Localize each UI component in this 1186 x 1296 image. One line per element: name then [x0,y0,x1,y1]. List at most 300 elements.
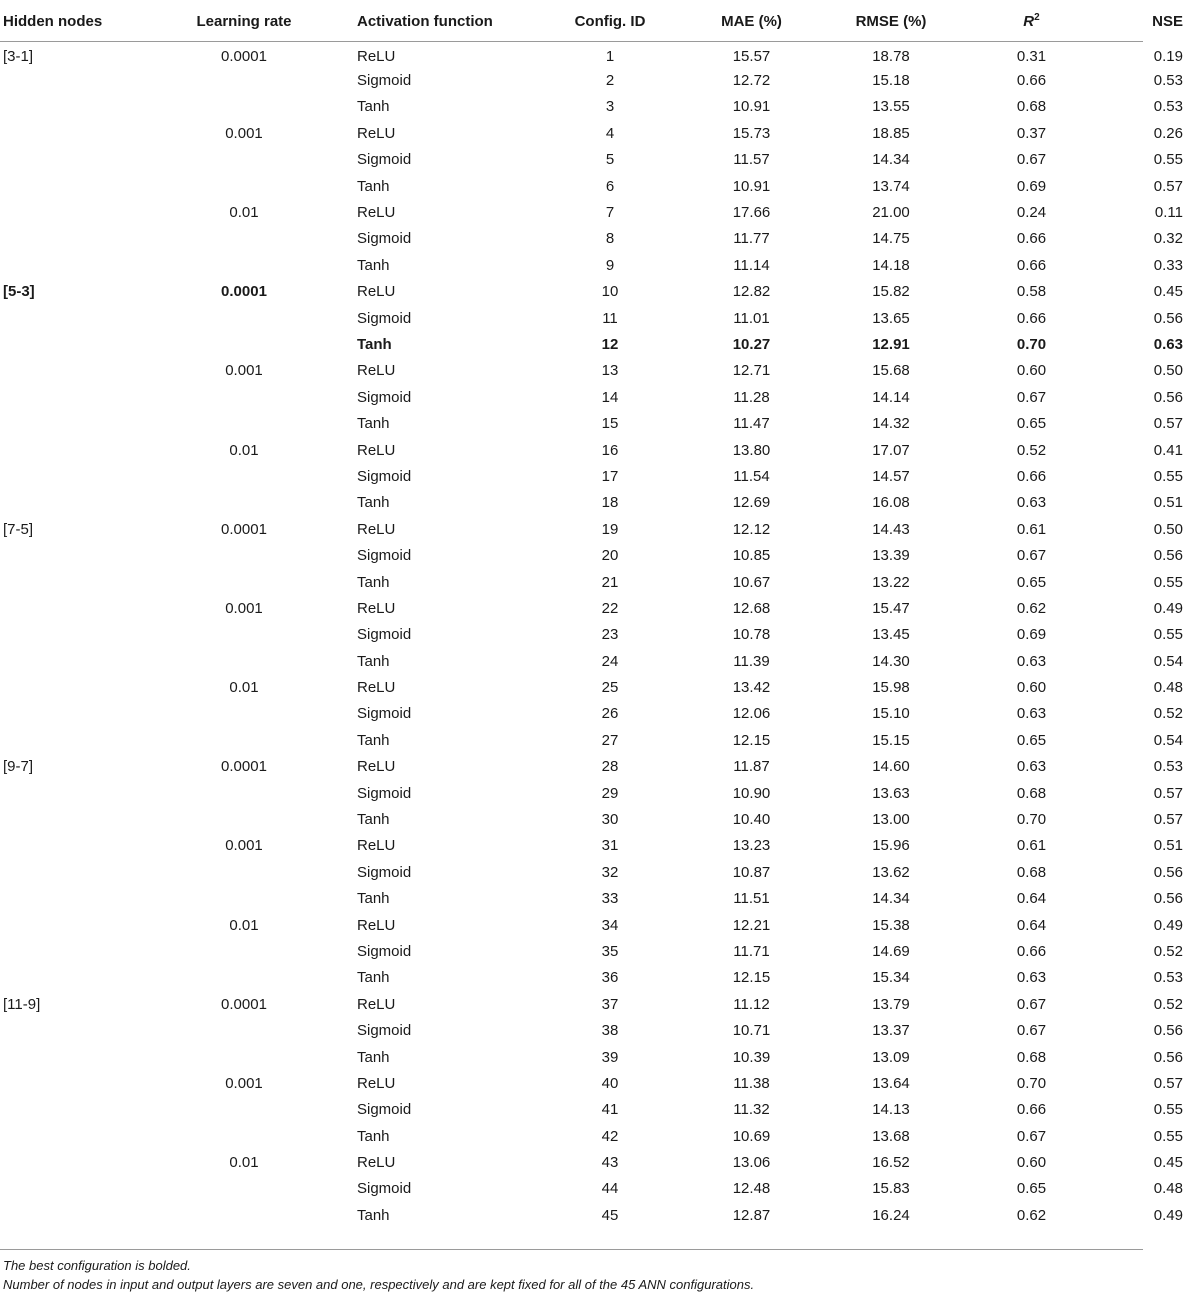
cell-activation-function: Tanh [357,256,390,274]
cell-r2: 0.67 [1016,995,1047,1013]
header-r2-superscript: 2 [1034,12,1040,23]
cell-nse: 0.57 [1153,1074,1183,1092]
cell-learning-rate [168,226,320,252]
cell-hidden-nodes [0,173,168,199]
table-row [0,1176,1186,1202]
cell-mae: 10.69 [732,1127,771,1145]
cell-learning-rate [168,1044,320,1070]
cell-nse: 0.56 [1153,1022,1183,1040]
cell-nse: 0.55 [1153,573,1183,591]
cell-config-id: 3 [605,98,615,116]
cell-learning-rate [168,67,320,93]
cell-r2: 0.62 [1016,599,1047,617]
cell-hidden-nodes [0,252,168,278]
cell-hidden-nodes [0,305,168,331]
cell-nse: 0.51 [1153,494,1183,512]
cell-learning-rate: 0.01 [229,441,259,459]
cell-config-id: 16 [601,441,619,459]
cell-nse: 0.53 [1153,98,1183,116]
cell-config-id: 24 [601,652,619,670]
cell-mae: 10.39 [732,1048,771,1066]
cell-config-id: 18 [601,494,619,512]
header-row [0,0,1186,41]
cell-rmse: 12.91 [872,335,910,353]
cell-learning-rate [168,94,320,120]
cell-activation-function: Tanh [357,177,390,195]
cell-learning-rate [168,331,320,357]
cell-hidden-nodes [0,331,168,357]
cell-learning-rate: 0.01 [229,1154,259,1172]
cell-r2: 0.66 [1016,256,1047,274]
cell-learning-rate [168,648,320,674]
table-row [0,648,1186,674]
cell-activation-function: ReLU [357,520,396,538]
cell-nse: 0.56 [1153,863,1183,881]
cell-mae: 10.40 [732,811,771,829]
cell-rmse: 14.34 [872,890,910,908]
cell-r2: 0.70 [1016,335,1047,353]
cell-hidden-nodes [0,1044,168,1070]
cell-r2: 0.64 [1016,916,1047,934]
cell-learning-rate: 0.001 [225,124,263,142]
table-row [0,147,1186,173]
table-row [0,780,1186,806]
cell-learning-rate: 0.001 [225,837,263,855]
cell-mae: 10.27 [732,335,771,353]
cell-config-id: 26 [601,705,619,723]
cell-nse: 0.54 [1153,731,1183,749]
footnote-best-configuration: The best configuration is bolded. [3,1258,191,1273]
cell-nse: 0.50 [1153,520,1183,538]
cell-r2: 0.62 [1016,1206,1047,1224]
cell-nse: 0.57 [1153,177,1183,195]
cell-mae: 10.91 [732,177,771,195]
footnote-fixed-nodes: Number of nodes in input and output layers are seven and one, respectively and are kept fixed for all of the 45 ANN configurations. [3,1277,755,1292]
cell-hidden-nodes [0,886,168,912]
table-row [0,252,1186,278]
cell-mae: 12.87 [732,1206,771,1224]
cell-activation-function: Sigmoid [357,1180,412,1198]
cell-config-id: 42 [601,1127,619,1145]
cell-activation-function: ReLU [357,283,396,301]
table-row [0,938,1186,964]
cell-hidden-nodes: [3-1] [3,47,34,65]
cell-r2: 0.70 [1016,811,1047,829]
cell-hidden-nodes [0,965,168,991]
cell-learning-rate: 0.01 [229,204,259,222]
cell-hidden-nodes [0,120,168,146]
cell-activation-function: Sigmoid [357,467,412,485]
cell-rmse: 13.09 [872,1048,910,1066]
cell-activation-function: ReLU [357,837,396,855]
cell-nse: 0.49 [1153,1206,1183,1224]
cell-config-id: 17 [601,467,619,485]
cell-nse: 0.52 [1153,942,1183,960]
cell-rmse: 13.79 [872,995,910,1013]
cell-nse: 0.33 [1153,256,1183,274]
cell-learning-rate [168,305,320,331]
cell-mae: 10.91 [732,98,771,116]
cell-learning-rate: 0.0001 [221,283,267,301]
cell-mae: 11.39 [733,652,770,670]
cell-config-id: 39 [601,1048,619,1066]
cell-rmse: 18.78 [872,47,910,65]
cell-config-id: 44 [601,1180,619,1198]
cell-rmse: 14.60 [872,758,910,776]
cell-activation-function: Sigmoid [357,626,412,644]
table-row [0,1044,1186,1070]
cell-nse: 0.45 [1153,1154,1183,1172]
cell-nse: 0.45 [1153,283,1183,301]
cell-nse: 0.56 [1153,309,1183,327]
cell-mae: 11.54 [733,467,770,485]
cell-learning-rate [168,490,320,516]
cell-nse: 0.53 [1153,72,1183,90]
cell-r2: 0.63 [1016,652,1047,670]
header-rmse: RMSE (%) [855,13,927,30]
cell-rmse: 13.00 [872,811,910,829]
cell-mae: 11.38 [733,1074,770,1092]
table-row [0,569,1186,595]
cell-mae: 11.87 [733,758,770,776]
cell-mae: 11.28 [733,388,770,406]
cell-config-id: 23 [601,626,619,644]
cell-rmse: 14.32 [872,415,910,433]
cell-activation-function: Tanh [357,98,390,116]
cell-r2: 0.65 [1016,731,1047,749]
cell-mae: 12.12 [732,520,771,538]
cell-learning-rate [168,410,320,436]
cell-config-id: 43 [601,1154,619,1172]
cell-mae: 10.90 [732,784,771,802]
table-row [0,674,1186,700]
header-hidden-nodes: Hidden nodes [3,13,103,30]
cell-learning-rate [168,780,320,806]
cell-r2: 0.69 [1016,177,1047,195]
cell-config-id: 22 [601,599,619,617]
table-row [0,1017,1186,1043]
table-bottom-divider [0,1249,1143,1250]
cell-hidden-nodes: [9-7] [3,758,34,776]
cell-mae: 11.01 [733,309,770,327]
cell-nse: 0.56 [1153,547,1183,565]
cell-config-id: 11 [602,309,618,327]
cell-config-id: 35 [601,942,619,960]
cell-activation-function: Tanh [357,652,390,670]
cell-config-id: 14 [601,388,619,406]
cell-rmse: 15.68 [872,362,910,380]
cell-r2: 0.68 [1016,98,1047,116]
cell-r2: 0.64 [1016,890,1047,908]
cell-nse: 0.57 [1153,784,1183,802]
cell-rmse: 13.64 [872,1074,910,1092]
header-divider [0,41,1143,42]
table-row [0,331,1186,357]
cell-nse: 0.32 [1153,230,1183,248]
cell-learning-rate: 0.01 [229,916,259,934]
table-row [0,67,1186,93]
cell-activation-function: Tanh [357,731,390,749]
cell-hidden-nodes [0,384,168,410]
cell-config-id: 25 [601,679,619,697]
cell-mae: 12.68 [732,599,771,617]
cell-rmse: 15.38 [872,916,910,934]
cell-activation-function: ReLU [357,679,396,697]
cell-r2: 0.60 [1016,1154,1047,1172]
cell-learning-rate [168,384,320,410]
table-row [0,305,1186,331]
cell-activation-function: Tanh [357,1127,390,1145]
cell-config-id: 7 [605,204,615,222]
cell-hidden-nodes [0,542,168,568]
cell-learning-rate [168,701,320,727]
cell-activation-function: Sigmoid [357,547,412,565]
cell-mae: 11.47 [733,415,770,433]
cell-mae: 12.69 [732,494,771,512]
cell-nse: 0.56 [1153,1048,1183,1066]
table-row [0,595,1186,621]
cell-rmse: 18.85 [872,124,910,142]
cell-mae: 12.06 [732,705,771,723]
cell-nse: 0.49 [1153,916,1183,934]
cell-learning-rate [168,859,320,885]
cell-activation-function: Sigmoid [357,705,412,723]
cell-mae: 13.80 [732,441,771,459]
cell-mae: 10.87 [732,863,771,881]
cell-config-id: 2 [605,72,615,90]
cell-learning-rate [168,173,320,199]
cell-hidden-nodes [0,94,168,120]
cell-r2: 0.68 [1016,863,1047,881]
cell-learning-rate: 0.01 [229,679,259,697]
cell-activation-function: Tanh [357,573,390,591]
table-row [0,279,1186,305]
cell-nse: 0.11 [1154,204,1183,222]
cell-r2: 0.63 [1016,494,1047,512]
cell-activation-function: Tanh [357,969,390,987]
cell-activation-function: Tanh [357,415,390,433]
cell-r2: 0.67 [1016,547,1047,565]
table-row [0,965,1186,991]
cell-r2: 0.24 [1016,204,1047,222]
table-row [0,1070,1186,1096]
cell-activation-function: ReLU [357,124,396,142]
table-row [0,226,1186,252]
cell-hidden-nodes [0,780,168,806]
cell-r2: 0.65 [1016,1180,1047,1198]
table-row [0,727,1186,753]
cell-config-id: 36 [601,969,619,987]
header-config-id: Config. ID [574,13,646,30]
table-row [0,833,1186,859]
cell-hidden-nodes [0,569,168,595]
cell-activation-function: Sigmoid [357,784,412,802]
header-r2-base: R [1023,13,1035,30]
cell-nse: 0.55 [1153,626,1183,644]
cell-mae: 11.77 [733,230,770,248]
cell-config-id: 6 [605,177,615,195]
cell-config-id: 34 [601,916,619,934]
cell-learning-rate [168,622,320,648]
cell-activation-function: ReLU [357,995,396,1013]
cell-activation-function: Tanh [357,811,390,829]
cell-rmse: 14.57 [872,467,910,485]
cell-rmse: 15.47 [872,599,910,617]
cell-hidden-nodes [0,727,168,753]
cell-rmse: 13.62 [872,863,910,881]
cell-learning-rate: 0.0001 [221,995,267,1013]
cell-learning-rate: 0.0001 [221,47,267,65]
cell-mae: 11.57 [733,151,770,169]
cell-r2: 0.65 [1016,415,1047,433]
cell-learning-rate [168,1176,320,1202]
cell-rmse: 14.43 [872,520,910,538]
cell-config-id: 21 [601,573,619,591]
cell-activation-function: ReLU [357,599,396,617]
table-row [0,1097,1186,1123]
cell-nse: 0.57 [1153,415,1183,433]
cell-hidden-nodes: [7-5] [3,520,34,538]
table-row [0,912,1186,938]
cell-config-id: 37 [601,995,619,1013]
cell-activation-function: ReLU [357,441,396,459]
cell-r2: 0.66 [1016,467,1047,485]
cell-learning-rate [168,1017,320,1043]
cell-activation-function: Tanh [357,335,392,353]
cell-r2: 0.60 [1016,679,1047,697]
cell-learning-rate [168,938,320,964]
header-nse: NSE [1152,13,1183,30]
cell-rmse: 16.08 [872,494,910,512]
cell-activation-function: ReLU [357,916,396,934]
cell-mae: 11.71 [733,942,770,960]
cell-r2: 0.58 [1016,283,1047,301]
cell-hidden-nodes [0,1070,168,1096]
cell-learning-rate [168,1097,320,1123]
table-row [0,516,1186,542]
cell-hidden-nodes [0,358,168,384]
cell-r2: 0.67 [1016,1127,1047,1145]
cell-hidden-nodes [0,701,168,727]
cell-learning-rate [168,1202,320,1228]
cell-r2: 0.60 [1016,362,1047,380]
cell-activation-function: Tanh [357,1206,390,1224]
table-row [0,1149,1186,1175]
cell-config-id: 15 [601,415,619,433]
cell-rmse: 14.69 [872,942,910,960]
cell-config-id: 10 [601,283,619,301]
cell-nse: 0.48 [1153,679,1183,697]
cell-mae: 11.51 [733,890,770,908]
cell-mae: 10.71 [732,1022,771,1040]
cell-config-id: 19 [601,520,619,538]
cell-learning-rate [168,147,320,173]
cell-r2: 0.63 [1016,758,1047,776]
cell-mae: 12.72 [732,72,771,90]
cell-rmse: 14.14 [872,388,910,406]
cell-r2: 0.68 [1016,1048,1047,1066]
table-row [0,754,1186,780]
cell-hidden-nodes [0,1017,168,1043]
cell-r2: 0.67 [1016,1022,1047,1040]
cell-rmse: 13.68 [872,1127,910,1145]
cell-hidden-nodes [0,833,168,859]
table-row [0,437,1186,463]
cell-rmse: 14.30 [872,652,910,670]
cell-activation-function: Sigmoid [357,309,412,327]
cell-learning-rate: 0.001 [225,599,263,617]
table-row [0,701,1186,727]
cell-activation-function: Sigmoid [357,151,412,169]
cell-nse: 0.57 [1153,811,1183,829]
cell-hidden-nodes [0,938,168,964]
cell-mae: 10.85 [732,547,771,565]
cell-hidden-nodes [0,674,168,700]
cell-rmse: 15.98 [872,679,910,697]
cell-mae: 12.15 [732,969,771,987]
cell-rmse: 13.39 [872,547,910,565]
cell-mae: 12.71 [732,362,771,380]
cell-r2: 0.61 [1016,520,1047,538]
cell-config-id: 27 [601,731,619,749]
table-row [0,358,1186,384]
cell-learning-rate: 0.0001 [221,758,267,776]
cell-activation-function: Tanh [357,890,390,908]
cell-rmse: 13.74 [872,177,910,195]
cell-mae: 12.15 [732,731,771,749]
table-row [0,490,1186,516]
cell-r2: 0.61 [1016,837,1047,855]
cell-mae: 11.14 [733,256,770,274]
cell-hidden-nodes [0,859,168,885]
cell-rmse: 13.65 [872,309,910,327]
cell-activation-function: Sigmoid [357,1022,412,1040]
cell-config-id: 13 [601,362,619,380]
cell-mae: 15.73 [732,124,771,142]
cell-learning-rate: 0.001 [225,362,263,380]
cell-r2: 0.65 [1016,573,1047,591]
cell-activation-function: Sigmoid [357,388,412,406]
cell-config-id: 31 [601,837,619,855]
cell-mae: 13.06 [732,1154,771,1172]
cell-r2: 0.66 [1016,230,1047,248]
cell-hidden-nodes [0,1149,168,1175]
cell-activation-function: ReLU [357,758,396,776]
cell-activation-function: Sigmoid [357,230,412,248]
cell-mae: 10.67 [732,573,771,591]
cell-learning-rate [168,1123,320,1149]
cell-nse: 0.26 [1153,124,1183,142]
cell-r2: 0.31 [1016,47,1047,65]
cell-learning-rate [168,727,320,753]
cell-rmse: 15.15 [872,731,910,749]
table-row [0,173,1186,199]
cell-config-id: 12 [601,335,619,353]
table-row [0,806,1186,832]
cell-learning-rate [168,965,320,991]
cell-rmse: 17.07 [872,441,910,459]
cell-rmse: 13.45 [872,626,910,644]
cell-learning-rate [168,806,320,832]
cell-mae: 12.21 [732,916,771,934]
cell-rmse: 16.52 [872,1154,910,1172]
cell-rmse: 14.75 [872,230,910,248]
table-row [0,120,1186,146]
cell-rmse: 13.22 [872,573,910,591]
cell-mae: 13.42 [732,679,771,697]
cell-rmse: 15.10 [872,705,910,723]
cell-config-id: 30 [601,811,619,829]
